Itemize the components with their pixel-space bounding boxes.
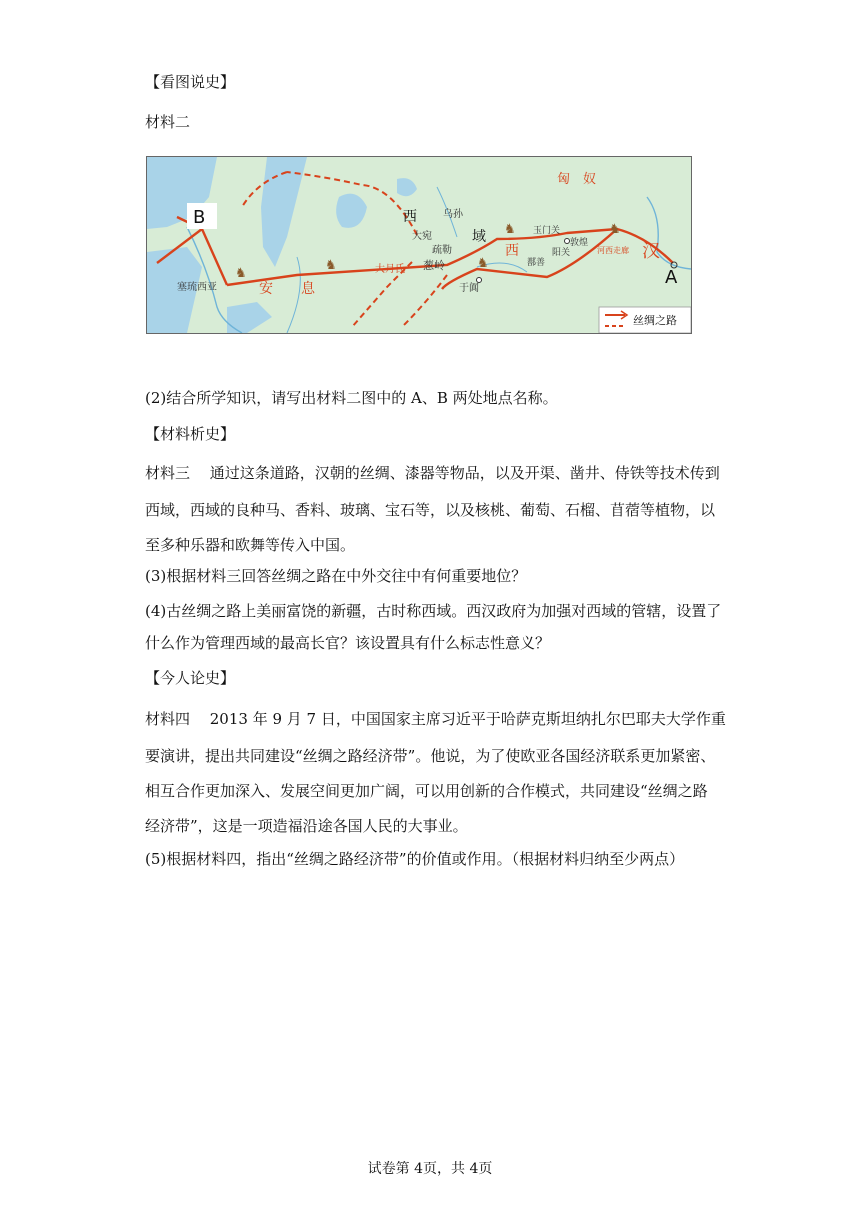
- material4-line-3: 相互合作更加深入、发展空间更加广阔，可以用创新的合作模式，共同建设“丝绸之路: [145, 782, 708, 800]
- lake-shape: [397, 178, 417, 196]
- material2-label: 材料二: [145, 113, 191, 131]
- map-legend: [599, 307, 691, 333]
- question-5: (5)根据材料四，指出“丝绸之路经济带”的价值或作用。（根据材料归纳至少两点）: [145, 850, 685, 868]
- region-anxi: 安 息: [259, 281, 315, 297]
- question-2: (2)结合所学知识，请写出材料二图中的 A、B 两处地点名称。: [145, 389, 558, 407]
- place-wusun: 乌孙: [443, 209, 463, 220]
- material4-line-1: 材料四 2013 年 9 月 7 日，中国国家主席习近平于哈萨克斯坦纳扎尔巴耶夫大学作重: [145, 710, 726, 728]
- material4-line-4: 经济带”，这是一项造福沿途各国人民的大事业。: [145, 817, 468, 835]
- section-heading-material-analysis: 【材料析史】: [145, 425, 236, 443]
- silk-road-map: [146, 156, 692, 334]
- camel-icon: ♞: [325, 258, 337, 273]
- legend-label: 丝绸之路: [633, 314, 677, 327]
- material3-line-2: 西域，西域的良种马、香料、玻璃、宝石等，以及核桃、葡萄、石榴、苜蓿等植物，以: [145, 501, 716, 519]
- point-b-label: B: [193, 207, 206, 228]
- place-yumenguan: 玉门关: [533, 226, 561, 236]
- place-congling: 葱岭: [423, 259, 445, 272]
- route-south-dashed: [402, 275, 447, 327]
- place-shule: 疏勒: [432, 245, 452, 256]
- region-xiyu-xi-red: 西: [505, 243, 519, 259]
- place-yangguan: 阳关: [552, 248, 571, 258]
- question-4-line-2: 什么作为管理西域的最高长官？该设置具有什么标志性意义？: [145, 634, 551, 652]
- camel-icon: ♞: [504, 222, 516, 237]
- aral-sea-shape: [336, 194, 367, 228]
- place-dayuezhi: 大月氏: [375, 264, 405, 275]
- region-xiyu-xi: 西: [403, 209, 417, 225]
- question-4-line-1: (4)古丝绸之路上美丽富饶的新疆，古时称西域。西汉政府为加强对西域的管辖，设置了: [145, 602, 722, 620]
- place-dayuan: 大宛: [412, 231, 432, 242]
- section-heading-modern-discussion: 【今人论史】: [145, 669, 236, 687]
- camel-icon: ♞: [609, 222, 621, 237]
- place-seleucia: 塞琉西亚: [177, 282, 217, 293]
- region-xiyu-yu: 域: [472, 229, 486, 245]
- camel-icon: ♞: [477, 256, 489, 271]
- region-han: 汉: [642, 241, 660, 262]
- material4-line-2: 要演讲，提出共同建设“丝绸之路经济带”。他说，为了使欧亚各国经济联系更加紧密、: [145, 747, 716, 765]
- place-yutian: 于阗: [459, 283, 479, 294]
- yumenguan-marker: [565, 239, 570, 244]
- place-shanshan: 鄯善: [527, 258, 546, 268]
- section-heading-look-map: 【看图说史】: [145, 73, 236, 91]
- question-3: (3)根据材料三回答丝绸之路在中外交往中有何重要地位？: [145, 567, 527, 585]
- page-footer: 试卷第 4页，共 4页: [367, 1161, 493, 1177]
- yutian-marker: [477, 278, 482, 283]
- camel-icon: ♞: [235, 266, 247, 281]
- region-xiongnu: 匈 奴: [557, 172, 597, 187]
- place-dunhuang: 敦煌: [570, 238, 589, 248]
- point-a-label: A: [665, 267, 678, 288]
- place-hexi: 河西走廊: [597, 246, 629, 255]
- material3-line-3: 至多种乐器和欧舞等传入中国。: [145, 536, 356, 554]
- material3-line-1: 材料三 通过这条道路，汉朝的丝绸、漆器等物品，以及开渠、凿井、侍铁等技术传到: [145, 464, 720, 482]
